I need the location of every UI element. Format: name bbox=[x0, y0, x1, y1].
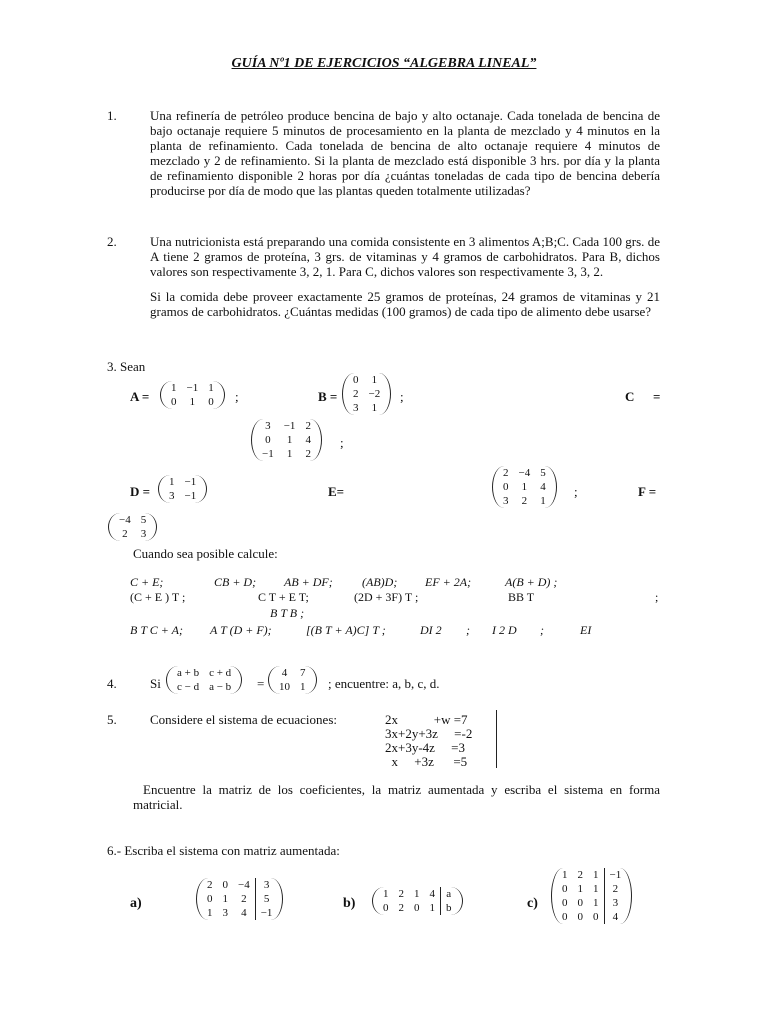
matrix-entry: 0 bbox=[562, 911, 568, 923]
matrix-entry: 5 bbox=[140, 514, 147, 526]
label-D: D = bbox=[130, 484, 151, 499]
matrix-entry: 2 bbox=[353, 388, 359, 400]
matrix-entry: 1 bbox=[577, 883, 583, 895]
matrix-B bbox=[342, 373, 391, 418]
equation-line: 2x +w =7 bbox=[385, 712, 468, 727]
exercise-4-si: Si bbox=[150, 676, 161, 691]
matrix-parentheses bbox=[251, 419, 322, 461]
matrix-entry: 0 bbox=[562, 883, 568, 895]
matrix-entry: a + b bbox=[177, 667, 200, 679]
matrix-entry: −4 bbox=[518, 467, 531, 479]
operation: CB + D; bbox=[214, 575, 257, 589]
matrix-entry: 1 bbox=[207, 907, 213, 919]
matrix-parentheses bbox=[372, 887, 463, 915]
matrix-entry: 4 bbox=[429, 888, 435, 900]
matrix-entry: 2 bbox=[604, 882, 626, 896]
matrix-entry: 0 bbox=[353, 374, 359, 386]
operation: EI bbox=[580, 623, 592, 637]
semicolon: ; bbox=[655, 590, 659, 604]
equals-sign: = bbox=[257, 676, 265, 691]
matrix-parentheses bbox=[268, 666, 317, 694]
matrix-entry: 3 bbox=[353, 402, 359, 414]
exercise-5-lead: Considere el sistema de ecuaciones: bbox=[150, 712, 337, 727]
matrix-entry: 0 bbox=[577, 911, 583, 923]
matrix-entry: 7 bbox=[300, 667, 306, 679]
matrix-entry: −1 bbox=[186, 382, 199, 394]
exercise-3-intro: 3. Sean bbox=[107, 359, 146, 374]
operation: B T B ; bbox=[270, 606, 305, 620]
matrix-entry: 0 bbox=[562, 897, 568, 909]
matrix-entry: 5 bbox=[255, 892, 277, 906]
matrix-entry: 2 bbox=[503, 467, 509, 479]
matrix-F bbox=[108, 513, 157, 544]
matrix-entry: −2 bbox=[368, 388, 381, 400]
matrix-entry: −1 bbox=[604, 868, 626, 882]
semicolon: ; bbox=[400, 389, 404, 404]
matrix-entry: 2 bbox=[398, 902, 404, 914]
exercise-5-text: Encuentre la matriz de los coeficientes, la matriz aumentada y escriba el sistema en forma matricial. bbox=[133, 782, 660, 812]
matrix-entry: 4 bbox=[241, 907, 247, 919]
matrix-entry: −1 bbox=[184, 476, 197, 488]
matrix-parentheses bbox=[551, 868, 632, 924]
matrix-entry: 2 bbox=[122, 528, 128, 540]
matrix-entry: 3 bbox=[604, 896, 626, 910]
matrix-entry: 4 bbox=[540, 481, 546, 493]
operation: B T C + A; bbox=[130, 623, 183, 637]
matrix-entry: 2 bbox=[207, 879, 213, 891]
operation: A(B + D) ; bbox=[505, 575, 558, 589]
matrix-parentheses bbox=[160, 381, 225, 409]
label-A: A = bbox=[130, 389, 150, 404]
semicolon: ; bbox=[466, 623, 470, 637]
matrix-parentheses bbox=[196, 878, 283, 920]
matrix-entry: a − b bbox=[209, 681, 232, 693]
label-c: c) bbox=[527, 896, 538, 911]
matrix-entry: 3 bbox=[255, 878, 277, 892]
matrix-entry: −1 bbox=[184, 490, 197, 502]
semicolon: ; bbox=[540, 623, 544, 637]
matrix-entry: 0 bbox=[383, 902, 389, 914]
matrix-entry: 1 bbox=[286, 448, 293, 460]
matrix-entry: 1 bbox=[286, 434, 293, 446]
matrix-entry: 0 bbox=[414, 902, 420, 914]
matrix-entry: 4 bbox=[281, 667, 288, 679]
matrix-entry: 1 bbox=[593, 869, 599, 881]
exercise-1-number: 1. bbox=[107, 108, 117, 123]
semicolon: ; bbox=[235, 389, 239, 404]
matrix-entry: a bbox=[441, 887, 457, 901]
calc-intro: Cuando sea posible calcule: bbox=[133, 546, 278, 561]
matrix-entry: −1 bbox=[283, 420, 296, 432]
matrix-parentheses bbox=[342, 373, 391, 415]
matrix-entry: 0 bbox=[171, 396, 177, 408]
matrix-entry: 1 bbox=[171, 382, 177, 394]
matrix-entry: 3 bbox=[169, 490, 175, 502]
matrix-entry: 1 bbox=[540, 495, 546, 507]
matrix-entry: 1 bbox=[521, 481, 528, 493]
matrix-entry: −4 bbox=[238, 879, 250, 891]
operation: C T + E T; bbox=[258, 590, 309, 604]
matrix-entry: 0 bbox=[207, 893, 213, 905]
matrix-entry: c − d bbox=[177, 681, 200, 693]
matrix-E bbox=[492, 466, 557, 511]
matrix-entry: 1 bbox=[371, 402, 378, 414]
matrix-D bbox=[158, 475, 207, 506]
matrix-entry: 1 bbox=[414, 888, 420, 900]
matrix-entry: 3 bbox=[265, 420, 271, 432]
exercise-5-number: 5. bbox=[107, 712, 117, 727]
matrix-entry: −1 bbox=[255, 906, 277, 920]
matrix-entry: 1 bbox=[208, 382, 214, 394]
matrix-rhs bbox=[268, 666, 317, 697]
matrix-entry: 2 bbox=[305, 448, 311, 460]
operation: [(B T + A)C] T ; bbox=[306, 623, 386, 637]
matrix-entry: 0 bbox=[208, 396, 214, 408]
operation: (2D + 3F) T ; bbox=[354, 590, 419, 604]
equation-line: 3x+2y+3z =-2 bbox=[385, 726, 473, 741]
operation: (C + E ) T ; bbox=[130, 590, 186, 604]
matrix-entry: 0 bbox=[593, 911, 599, 923]
operation: EF + 2A; bbox=[425, 575, 472, 589]
label-b: b) bbox=[343, 896, 356, 911]
matrix-c bbox=[551, 868, 632, 927]
matrix-entry: 0 bbox=[503, 481, 509, 493]
matrix-entry: 1 bbox=[429, 902, 435, 914]
exercise-4-number: 4. bbox=[107, 676, 117, 691]
operation: C + E; bbox=[130, 575, 164, 589]
matrix-entry: −1 bbox=[262, 448, 274, 460]
operation: BB T bbox=[508, 590, 535, 604]
matrix-parentheses bbox=[166, 666, 242, 694]
matrix-C bbox=[251, 419, 322, 464]
semicolon: ; bbox=[340, 435, 344, 450]
page-title: GUÍA Nº1 DE EJERCICIOS “ALGEBRA LINEAL” bbox=[231, 56, 537, 71]
operation: AB + DF; bbox=[284, 575, 333, 589]
matrix-entry: 1 bbox=[593, 897, 599, 909]
matrix-entry: 10 bbox=[279, 681, 290, 693]
label-C: C bbox=[625, 389, 635, 404]
exercise-4-tail: ; encuentre: a, b, c, d. bbox=[328, 676, 440, 691]
exercise-6-lead: 6.- Escriba el sistema con matriz aumentada: bbox=[107, 843, 340, 858]
matrix-entry: 2 bbox=[521, 495, 528, 507]
exercise-2-text-continued: Si la comida debe proveer exactamente 25 gramos de proteínas, 24 gramos de vitaminas y 21 gramos de carbohidratos. ¿Cuántas medidas (100 gramos) de cada tipo de alimento debe usarse? bbox=[150, 289, 660, 319]
matrix-entry: 2 bbox=[398, 888, 404, 900]
matrix-a bbox=[196, 878, 283, 923]
label-F: F = bbox=[638, 484, 657, 499]
matrix-entry: 5 bbox=[540, 467, 546, 479]
exercise-2-number: 2. bbox=[107, 234, 117, 249]
matrix-entry: 2 bbox=[241, 893, 247, 905]
matrix-entry: 3 bbox=[140, 528, 147, 540]
label-B: B = bbox=[318, 389, 338, 404]
matrix-entry: 1 bbox=[222, 893, 228, 905]
matrix-entry: 4 bbox=[604, 910, 626, 924]
matrix-entry: c + d bbox=[209, 667, 232, 679]
matrix-entry: 0 bbox=[265, 434, 271, 446]
label-E: E= bbox=[328, 484, 345, 499]
operation: (AB)D; bbox=[362, 575, 398, 589]
matrix-entry: 1 bbox=[300, 681, 306, 693]
exercise-2-text: Una nutricionista está preparando una comida consistente en 3 alimentos A;B;C. Cada 100 grs. de A tiene 2 gramos de proteína, 3 grs. de vitaminas y 4 gramos de carbohidratos. Para B, dichos valores son respectivamente 3, 2, 1. Para C, dichos valores son respectivamente 3, 3, 2. bbox=[150, 234, 660, 279]
label-a: a) bbox=[130, 896, 142, 911]
matrix-entry: 3 bbox=[503, 495, 509, 507]
matrix-entry: 2 bbox=[577, 869, 583, 881]
matrix-entry: 2 bbox=[305, 420, 311, 432]
matrix-entry: 1 bbox=[371, 374, 378, 386]
semicolon: ; bbox=[574, 484, 578, 499]
matrix-entry: 1 bbox=[562, 869, 568, 881]
matrix-entry: b bbox=[441, 901, 457, 915]
operation: A T (D + F); bbox=[210, 623, 272, 637]
label-C-equals: = bbox=[653, 389, 661, 404]
matrix-entry: 1 bbox=[383, 888, 389, 900]
matrix-parentheses bbox=[108, 513, 157, 541]
matrix-parentheses bbox=[492, 466, 557, 508]
matrix-A bbox=[160, 381, 225, 412]
matrix-entry: 1 bbox=[169, 476, 175, 488]
operation: I 2 D bbox=[492, 623, 517, 637]
matrix-b bbox=[372, 887, 463, 918]
matrix-entry: 3 bbox=[222, 907, 228, 919]
equation-line: x +3z =5 bbox=[385, 754, 468, 769]
exercise-1-text: Una refinería de petróleo produce bencina de bajo y alto octanaje. Cada tonelada de bencina de bajo octanaje requiere 5 minutos de procesamiento en la planta de mezclado y 4 minutos en la planta de refinamiento. Cada tonelada de bencina de alto octanaje requiere 4 minutos de mezclado y 2 de refinamiento. Si la planta de mezclado está disponible 3 hrs. por día y la planta de refinamiento disponible 2 horas por día ¿cuántas toneladas de cada tipo de bencina debería producirse por día de modo que las plantas queden totalmente utilizadas? bbox=[150, 108, 660, 198]
matrix-entry: 4 bbox=[305, 434, 311, 446]
matrix-entry: −4 bbox=[119, 514, 131, 526]
operation: DI 2 bbox=[420, 623, 442, 637]
matrix-entry: 0 bbox=[577, 897, 583, 909]
matrix-lhs bbox=[166, 666, 242, 697]
matrix-entry: 1 bbox=[593, 883, 599, 895]
matrix-parentheses bbox=[158, 475, 207, 503]
matrix-entry: 0 bbox=[222, 879, 228, 891]
matrix-entry: 1 bbox=[189, 396, 196, 408]
equation-line: 2x+3y-4z =3 bbox=[385, 740, 466, 755]
